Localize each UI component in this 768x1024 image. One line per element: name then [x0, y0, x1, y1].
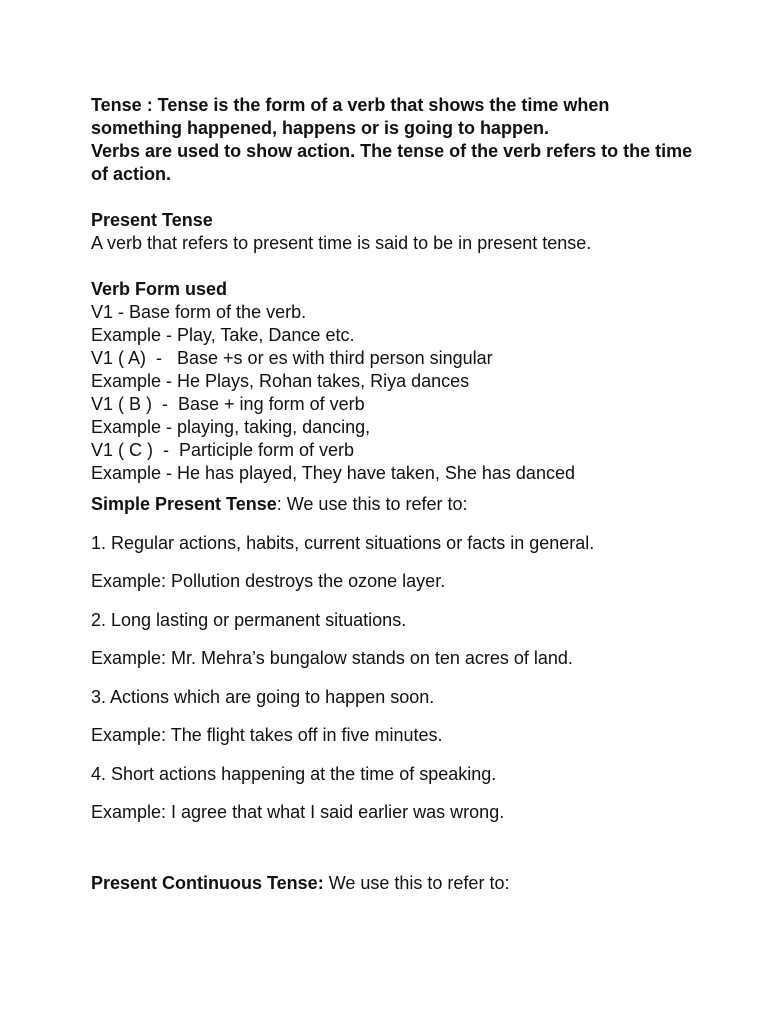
verb-form-line: Example - He Plays, Rohan takes, Riya dances: [91, 371, 470, 391]
spacer: [91, 255, 756, 278]
verb-form-line: V1 - Base form of the verb.: [91, 302, 307, 322]
present-tense-heading: Present Tense: [91, 210, 213, 230]
simple-present-example: Example: Mr. Mehra’s bungalow stands on ten acres of land.: [91, 648, 573, 668]
simple-present-item: 3. Actions which are going to happen soon.: [91, 687, 435, 707]
spacer: [91, 186, 756, 209]
verb-form-line: V1 ( C ) - Participle form of verb: [91, 440, 355, 460]
verb-form-line: V1 ( A) - Base +s or es with third person singular: [91, 348, 493, 368]
simple-present-item: 4. Short actions happening at the time of speaking.: [91, 764, 497, 784]
simple-present-item: 1. Regular actions, habits, current situations or facts in general.: [91, 533, 595, 553]
simple-present-item: 2. Long lasting or permanent situations.: [91, 610, 407, 630]
intro-line-1: Tense : Tense is the form of a verb that shows the time when: [91, 95, 610, 115]
present-continuous-intro: We use this to refer to:: [323, 873, 510, 893]
verb-form-line: Example - Play, Take, Dance etc.: [91, 325, 355, 345]
intro-line-4: of action.: [91, 164, 171, 184]
intro-line-3: Verbs are used to show action. The tense of the verb refers to the time: [91, 141, 693, 161]
document-page: [91, 94, 756, 895]
intro-line-2: something happened, happens or is going to happen.: [91, 118, 550, 138]
verb-form-line: Example - playing, taking, dancing,: [91, 417, 371, 437]
simple-present-example: Example: Pollution destroys the ozone layer.: [91, 571, 446, 591]
simple-present-heading: Simple Present Tense: [91, 494, 277, 514]
present-continuous-heading-line: [91, 872, 756, 895]
simple-present-example: Example: I agree that what I said earlier was wrong.: [91, 802, 505, 822]
simple-present-example: Example: The flight takes off in five minutes.: [91, 725, 443, 745]
verb-form-heading: Verb Form used: [91, 279, 228, 299]
verb-form-line: Example - He has played, They have taken, She has danced: [91, 463, 575, 483]
present-tense-text: A verb that refers to present time is said to be in present tense.: [91, 233, 592, 253]
simple-present-heading-line: [91, 493, 756, 516]
present-continuous-heading: Present Continuous Tense:: [91, 873, 324, 893]
simple-present-intro: : We use this to refer to:: [276, 494, 468, 514]
verb-form-line: V1 ( B ) - Base + ing form of verb: [91, 394, 365, 414]
